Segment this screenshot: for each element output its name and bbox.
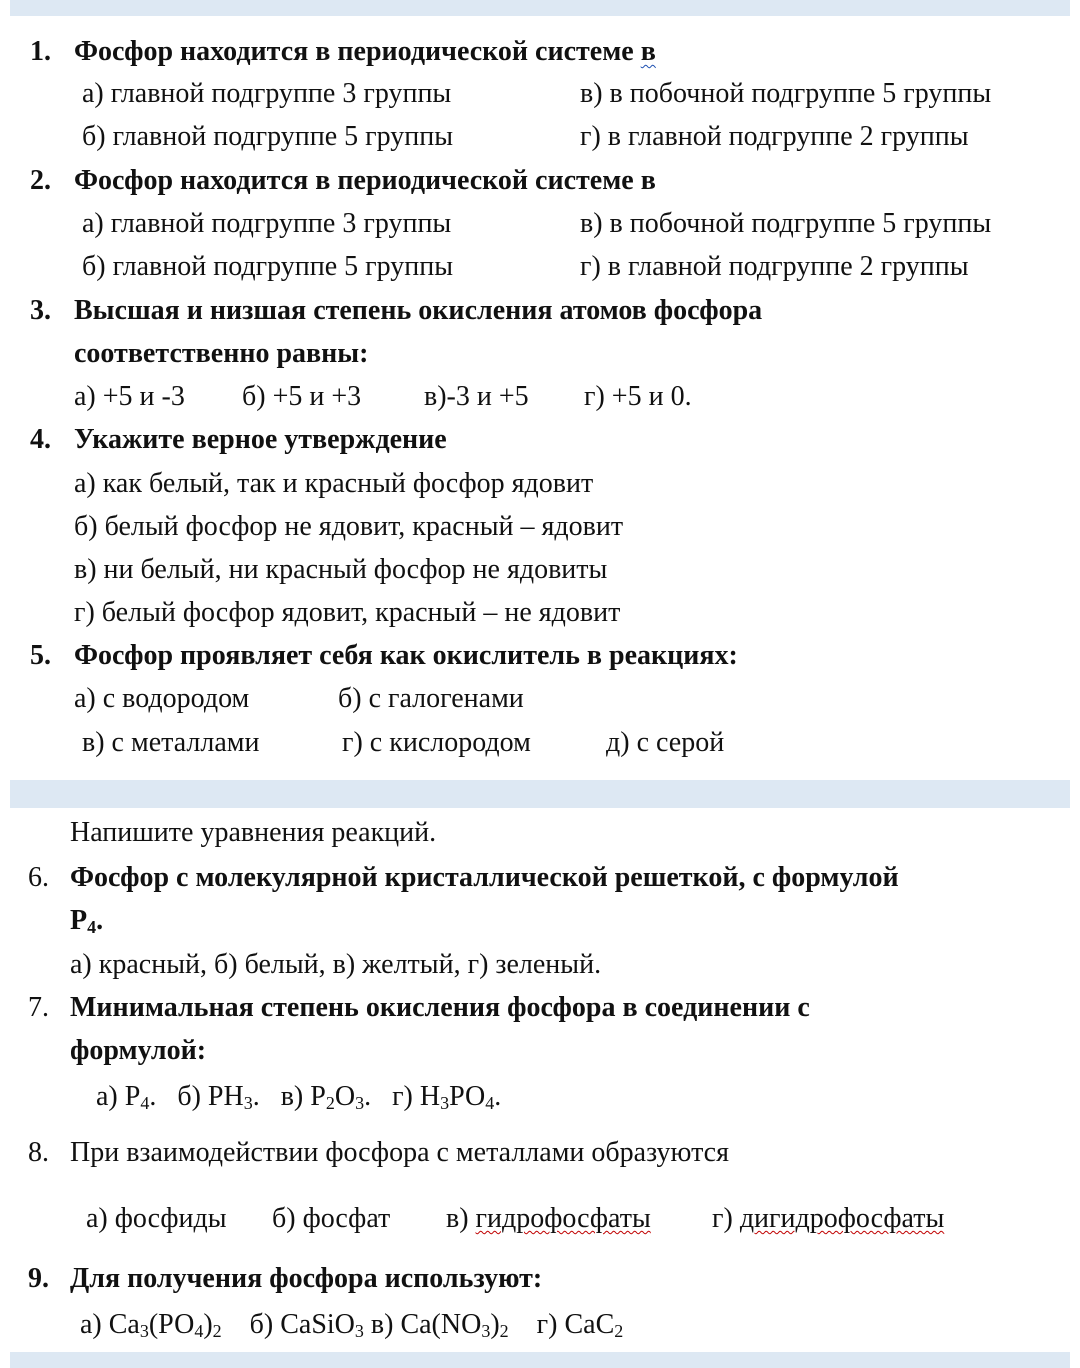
q1-option-b: б) главной подгруппе 5 группы — [82, 121, 454, 152]
q7-option-g: г) $Н_3РО_4$. — [392, 1081, 502, 1113]
q7-option-a: а) $Р_4$. — [96, 1081, 157, 1113]
q7-number: 7. — [28, 992, 49, 1023]
q5-option-b: б) с галогенами — [338, 683, 524, 714]
q7-options — [96, 1079, 501, 1115]
q3-option-g: г) +5 и 0. — [584, 381, 692, 412]
q9-option-v: в) $Ca(NO_3)_2$ — [370, 1309, 509, 1341]
bottom-band — [10, 1352, 1070, 1368]
q8-option-g: г) дигидрофосфаты — [712, 1203, 945, 1234]
q4-option-v: в) ни белый, ни красный фосфор не ядовиты — [74, 554, 608, 585]
q8-option-v: в) гидрофосфаты — [446, 1203, 651, 1234]
q3-option-a: а) +5 и -3 — [74, 381, 185, 412]
q3-option-v: в)-3 и +5 — [424, 381, 529, 412]
q4-number: 4. — [30, 424, 51, 455]
q3-title-line2: соответственно равны: — [74, 338, 369, 369]
q2-title: Фосфор находится в периодической системе в — [74, 165, 656, 196]
instruction-text: Напишите уравнения реакций. — [70, 817, 437, 848]
q1-title: Фосфор находится в периодической системе в — [74, 36, 656, 67]
q7-option-b: б) $РН_3$. — [177, 1081, 260, 1113]
q9-number: 9. — [28, 1263, 49, 1294]
q9-option-g: г) CaC$_2$ — [536, 1309, 624, 1341]
q4-option-b: б) белый фосфор не ядовит, красный – ядовит — [74, 511, 624, 542]
q9-options — [80, 1307, 623, 1343]
q2-option-v: в) в побочной подгруппе 5 группы — [580, 208, 992, 239]
q2-option-g: г) в главной подгруппе 2 группы — [580, 251, 969, 282]
q9-option-b: б) CaSiO$_3$ — [249, 1309, 364, 1341]
q9-title: Для получения фосфора используют: — [70, 1263, 543, 1294]
q1-number: 1. — [30, 36, 51, 67]
q5-option-d: д) с серой — [606, 727, 725, 758]
q2-number: 2. — [30, 165, 51, 196]
q3-title-line1: Высшая и низшая степень окисления атомов фосфора — [74, 295, 763, 326]
q5-number: 5. — [30, 640, 51, 671]
q1-option-v: в) в побочной подгруппе 5 группы — [580, 78, 992, 109]
q3-number: 3. — [30, 295, 51, 326]
q8-number: 8. — [28, 1137, 49, 1168]
q5-option-v: в) с металлами — [82, 727, 260, 758]
q8-title: При взаимодействии фосфора с металлами образуются — [70, 1137, 729, 1168]
q6-number: 6. — [28, 862, 49, 893]
q8-option-a: а) фосфиды — [86, 1203, 227, 1234]
q9-option-a: а) $Са_3(РО_4)_2$ — [80, 1309, 222, 1341]
q6-options: а) красный, б) белый, в) желтый, г) зеленый. — [70, 949, 602, 980]
q2-option-a: а) главной подгруппе 3 группы — [82, 208, 452, 239]
q7-title-line2: формулой: — [70, 1035, 207, 1066]
q7-title-line1: Минимальная степень окисления фосфора в соединении с — [70, 992, 810, 1023]
q5-option-g: г) с кислородом — [342, 727, 531, 758]
q8-option-b: б) фосфат — [272, 1203, 391, 1234]
top-band — [10, 0, 1070, 16]
q4-option-g: г) белый фосфор ядовит, красный – не ядовит — [74, 597, 621, 628]
q2-option-b: б) главной подгруппе 5 группы — [82, 251, 454, 282]
q6-title-line1: Фосфор с молекулярной кристаллической решеткой, с формулой — [70, 862, 899, 893]
q6-title-line2: $Р_4$. — [70, 905, 104, 937]
q3-option-b: б) +5 и +3 — [242, 381, 362, 412]
q4-option-a: а) как белый, так и красный фосфор ядовит — [74, 468, 594, 499]
section-divider-band — [10, 780, 1070, 808]
q1-option-a: а) главной подгруппе 3 группы — [82, 78, 452, 109]
q7-option-v: в) $Р_2О_3$. — [280, 1081, 372, 1113]
q5-title: Фосфор проявляет себя как окислитель в реакциях: — [74, 640, 738, 671]
q1-option-g: г) в главной подгруппе 2 группы — [580, 121, 969, 152]
q5-option-a: а) с водородом — [74, 683, 250, 714]
q4-title: Укажите верное утверждение — [74, 424, 447, 455]
